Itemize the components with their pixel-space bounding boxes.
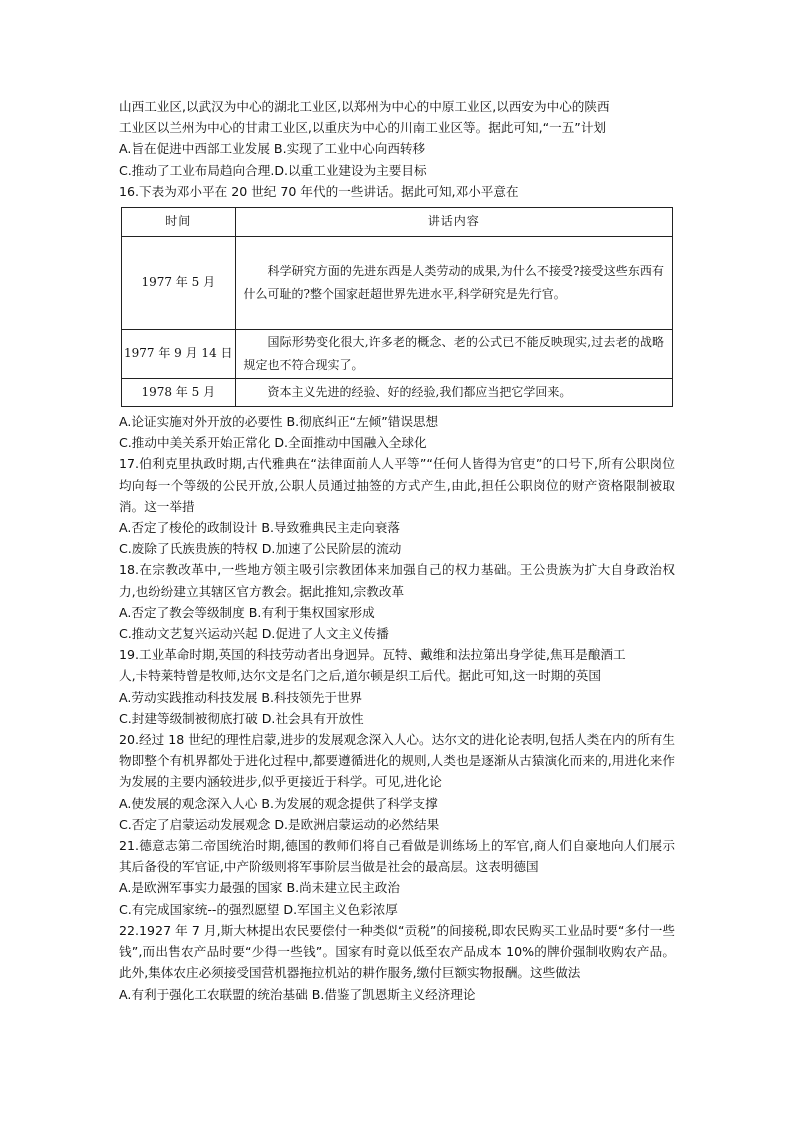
q16-options-ab: A.论证实施对外开放的必要性 B.彻底纠正“左倾”错误思想 bbox=[119, 414, 439, 430]
header-content: 讲话内容 bbox=[235, 208, 672, 237]
q20-options-cd: C.否定了启蒙运动发展观念 D.是欧洲启蒙运动的必然结果 bbox=[119, 816, 440, 832]
q22-options-ab: A.有利于强化工农联盟的统治基础 B.借鉴了凯恩斯主义经济理论 bbox=[119, 986, 476, 1002]
q21-options-ab: A.是欧洲军事实力最强的国家 B.尚未建立民主政治 bbox=[119, 880, 400, 896]
q21-options-cd: C.有完成国家统--的强烈愿望 D.军国主义色彩浓厚 bbox=[119, 901, 398, 917]
row-content: 国际形势变化很大,许多老的概念、老的公式已不能反映现实,过去老的战略规定也不符合现实了。 bbox=[235, 330, 672, 379]
q17-stem: 17.伯利克里执政时期,古代雅典在“法律面前人人平等”“任何人皆得为官吏”的口号下,所有公职岗位均向每一个等级的公民开放,公职人员通过抽签的方式产生,由此,担任公职岗位的财产资格限制被取消。这一举措 bbox=[119, 456, 675, 514]
q18-options-cd: C.推动文艺复兴运动兴起 D.促进了人文主义传播 bbox=[119, 626, 389, 642]
row-time: 1978 年 5 月 bbox=[122, 379, 236, 407]
table-row bbox=[122, 237, 673, 330]
q19-options-cd: C.封建等级制被彻底打破 D.社会具有开放性 bbox=[119, 710, 364, 726]
q16-stem: 16.下表为邓小平在 20 世纪 70 年代的一些讲话。据此可知,邓小平意在 bbox=[119, 183, 519, 199]
row-content: 科学研究方面的先进东西是人类劳动的成果,为什么不接受?接受这些东西有什么可耻的?整个国家赶超世界先进水平,科学研究是先行官。 bbox=[235, 237, 672, 330]
exam-page bbox=[119, 96, 675, 1005]
table-row bbox=[122, 330, 673, 379]
row-time: 1977 年 5 月 bbox=[122, 237, 236, 330]
q19-stem-line-2: 人,卡特莱特曾是牧师,达尔文是名门之后,道尔顿是织工后代。据此可知,这一时期的英国 bbox=[119, 668, 601, 684]
row-content: 资本主义先进的经验、好的经验,我们都应当把它学回来。 bbox=[235, 379, 672, 407]
q20-stem: 20.经过 18 世纪的理性启蒙,进步的发展观念深入人心。达尔文的进化论表明,包括人类在内的所有生物即整个有机界都处于进化过程中,都要遵循进化的规则,人类也是逐渐从古猿演化而来的,用进化来作为发展的主要内涵较进步,似乎更接近于科学。可见,进化论 bbox=[119, 732, 675, 790]
q18-options-ab: A.否定了教会等级制度 B.有利于集权国家形成 bbox=[119, 604, 375, 620]
header-time: 时间 bbox=[122, 208, 236, 237]
q17-options-cd: C.废除了氏族贵族的特权 D.加速了公民阶层的流动 bbox=[119, 541, 402, 557]
table-header-row bbox=[122, 208, 673, 237]
q15-stem-line-1: 山西工业区,以武汉为中心的湖北工业区,以郑州为中心的中原工业区,以西安为中心的陕西 bbox=[119, 99, 610, 114]
q20-options-ab: A.使发展的观念深入人心 B.为发展的观念提供了科学支撑 bbox=[119, 795, 438, 811]
q16-speech-table bbox=[121, 207, 673, 407]
table-row bbox=[122, 379, 673, 407]
row-time: 1977 年 9 月 14 日 bbox=[122, 330, 236, 379]
q22-stem: 22.1927 年 7 月,斯大林提出农民要偿付一种类似“贡税”的间接税,即农民购买工业品时要“多付一些钱”,而出售农产品时要“少得一些钱”。国家有时竟以低至农产品成本 10%的牌价强制收购农产品。此外,集体农庄必须接受国营机器拖拉机站的耕作服务,缴付巨额实物报酬。这些做法 bbox=[119, 922, 675, 981]
q15-options-ab: A.旨在促进中西部工业发展 B.实现了工业中心向西转移 bbox=[119, 141, 426, 157]
q16-options-cd: C.推动中美关系开始正常化 D.全面推动中国融入全球化 bbox=[119, 435, 427, 451]
q21-stem: 21.德意志第二帝国统治时期,德国的教师们将自己看做是训练场上的军官,商人们自豪地向人们展示其后备役的军官证,中产阶级则将军事阶层当做是社会的最高层。这表明德国 bbox=[119, 838, 675, 875]
q18-stem: 18.在宗教改革中,一些地方领主吸引宗教团体来加强自己的权力基础。王公贵族为扩大自身政治权力,也纷纷建立其辖区官方教会。据此推知,宗教改革 bbox=[119, 562, 675, 599]
q19-stem-line-1: 19.工业革命时期,英国的科技劳动者出身迥异。瓦特、戴维和法拉第出身学徒,焦耳是酿酒工 bbox=[119, 647, 626, 663]
q17-options-ab: A.否定了梭伦的政制设计 B.导致雅典民主走向衰落 bbox=[119, 520, 400, 536]
q15-stem-line-2: 工业区以兰州为中心的甘肃工业区,以重庆为中心的川南工业区等。据此可知,“一五”计划 bbox=[119, 120, 607, 136]
q19-options-ab: A.劳动实践推动科技发展 B.科技领先于世界 bbox=[119, 689, 363, 705]
q15-options-cd: C.推动了工业布局趋向合理.D.以重工业建设为主要目标 bbox=[119, 162, 427, 178]
